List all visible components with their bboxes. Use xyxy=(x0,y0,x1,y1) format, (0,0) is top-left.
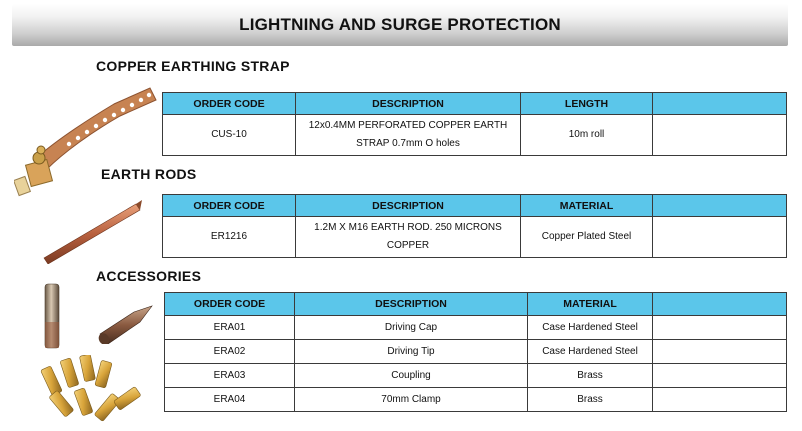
table-header-row xyxy=(163,195,787,217)
blank-cell xyxy=(653,217,787,258)
header-description: DESCRIPTION xyxy=(296,195,521,217)
section-title-earth-rods: EARTH RODS xyxy=(101,166,197,182)
table-header-row xyxy=(165,293,787,316)
page-title: LIGHTNING AND SURGE PROTECTION xyxy=(239,15,561,34)
driving-cap-image xyxy=(42,282,62,352)
blank-cell xyxy=(653,388,787,412)
header-order-code: ORDER CODE xyxy=(165,293,295,316)
earth-rods-table xyxy=(162,194,787,258)
header-order-code: ORDER CODE xyxy=(163,93,296,115)
table-row xyxy=(165,316,787,340)
accessories-table xyxy=(164,292,787,412)
header-blank xyxy=(653,93,787,115)
length-cell: 10m roll xyxy=(521,115,653,156)
header-length: LENGTH xyxy=(521,93,653,115)
driving-tip-image xyxy=(96,304,154,344)
blank-cell xyxy=(653,316,787,340)
blank-cell xyxy=(653,340,787,364)
order-code-cell: CUS-10 xyxy=(163,115,296,156)
brass-couplings-image xyxy=(40,355,144,423)
material-cell: Case Hardened Steel xyxy=(528,316,653,340)
copper-strap-table xyxy=(162,92,787,156)
table-row xyxy=(165,340,787,364)
header-blank xyxy=(653,293,787,316)
header-order-code: ORDER CODE xyxy=(163,195,296,217)
description-cell: Driving Tip xyxy=(295,340,528,364)
title-banner xyxy=(12,4,788,46)
table-row xyxy=(165,388,787,412)
material-cell: Brass xyxy=(528,364,653,388)
description-cell: Coupling xyxy=(295,364,528,388)
material-cell: Brass xyxy=(528,388,653,412)
table-row xyxy=(163,217,787,258)
material-cell: Case Hardened Steel xyxy=(528,340,653,364)
blank-cell xyxy=(653,364,787,388)
order-code-cell: ERA01 xyxy=(165,316,295,340)
order-code-cell: ERA03 xyxy=(165,364,295,388)
order-code-cell: ER1216 xyxy=(163,217,296,258)
table-row xyxy=(163,115,787,156)
earth-rod-image xyxy=(38,198,144,264)
header-material: MATERIAL xyxy=(521,195,653,217)
table-header-row xyxy=(163,93,787,115)
header-blank xyxy=(653,195,787,217)
header-description: DESCRIPTION xyxy=(296,93,521,115)
description-cell: Driving Cap xyxy=(295,316,528,340)
description-cell: 12x0.4MM PERFORATED COPPER EARTH STRAP 0.7mm O holes xyxy=(296,115,521,156)
order-code-cell: ERA02 xyxy=(165,340,295,364)
material-cell: Copper Plated Steel xyxy=(521,217,653,258)
blank-cell xyxy=(653,115,787,156)
header-description: DESCRIPTION xyxy=(295,293,528,316)
description-cell: 1.2M X M16 EARTH ROD. 250 MICRONS COPPER xyxy=(296,217,521,258)
table-row xyxy=(165,364,787,388)
order-code-cell: ERA04 xyxy=(165,388,295,412)
section-title-copper-strap: COPPER EARTHING STRAP xyxy=(96,58,290,74)
description-cell: 70mm Clamp xyxy=(295,388,528,412)
section-title-accessories: ACCESSORIES xyxy=(96,268,202,284)
copper-strap-image xyxy=(14,82,162,200)
header-material: MATERIAL xyxy=(528,293,653,316)
